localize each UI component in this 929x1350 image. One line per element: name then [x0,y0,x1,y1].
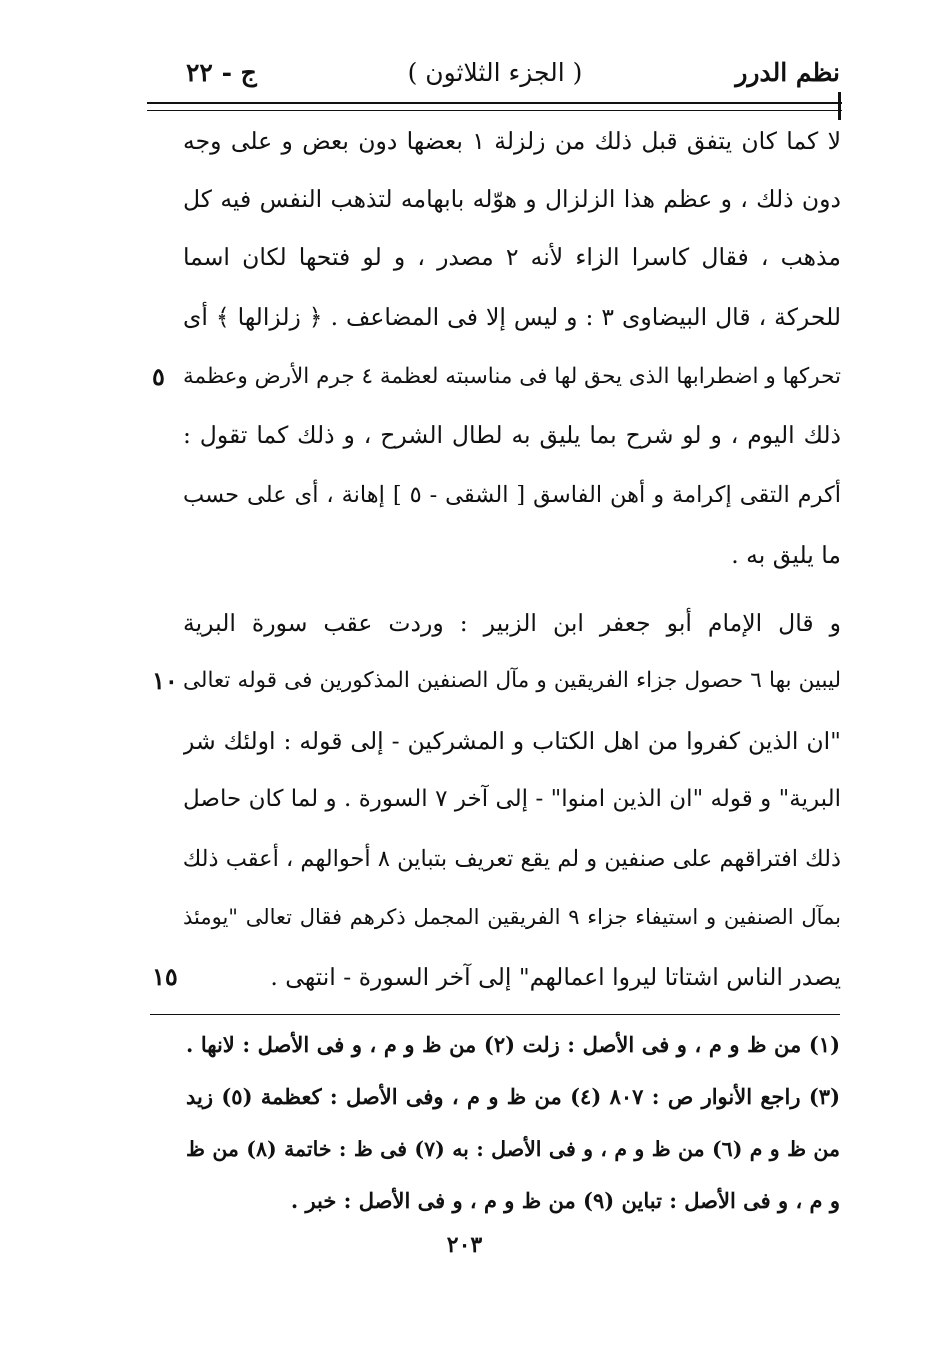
text-line: أكرم التقى إكرامة و أهن الفاسق [ الشقى - ٥ ] إهانة ، أى على حسب [183,482,841,508]
text-line: و قال الإمام أبو جعفر ابن الزبير : وردت عقب سورة البرية [183,609,841,637]
text-line: دون ذلك ، و عظم هذا الزلزال و هوّله بابهامه لتذهب النفس فيه كل [183,185,841,213]
line-number-15: ١٥ [152,962,178,991]
volume-number: ج - ٢٢ [186,58,257,87]
text-line: للحركة ، قال البيضاوى ٣ : و ليس إلا فى المضاعف . ﴿ زلزالها ﴾ أى [183,303,841,331]
text-line: بمآل الصنفين و استيفاء جزاء ٩ الفريقين المجمل ذكرهم فقال تعالى "يومئذ [183,905,841,929]
footnote-line: و م ، و فى الأصل : تباين (٩) من ظ و م ، و فى الأصل : خبر . [290,1188,840,1213]
text-line: ما يليق به . [731,541,841,569]
text-line: يصدر الناس اشتاتا ليروا اعمالهم" إلى آخر السورة - انتهى . [270,963,841,991]
footnote-line: (١) من ظ و م ، و فى الأصل : زلت (٢) من ظ و م ، و فى الأصل : لانها . [186,1032,840,1057]
text-line: ذلك افتراقهم على صنفين و لم يقع تعريف بتباين ٨ أحوالهم ، أعقب ذلك [183,846,841,872]
text-line: مذهب ، فقال كاسرا الزاء لأنه ٢ مصدر ، و لو فتحها لكان اسما [183,243,841,271]
text-line: "ان الذين كفروا من اهل الكتاب و المشركين - إلى قوله : اولئك شر [183,727,841,755]
part-title: ( الجزء الثلاثون ) [407,58,583,87]
book-title: نظم الدرر [735,58,840,87]
line-number-10: ١٠ [152,666,178,695]
footnote-separator [150,1014,840,1015]
text-line: ذلك اليوم ، و لو شرح بما يليق به لطال الشرح ، و ذلك كما تقول : [183,421,841,449]
line-number-5: ٥ [152,362,165,391]
footnote-line: (٣) راجع الأنوار ص : ٨٠٧ (٤) من ظ و م ، وفى الأصل : كعظمة (٥) زيد [186,1084,840,1109]
header-rule [147,102,842,111]
text-line: ليبين بها ٦ حصول جزاء الفريقين و مآل الصنفين المذكورين فى قوله تعالى [183,668,841,693]
page-number: ٢٠٣ [446,1232,483,1258]
text-line: تحركها و اضطرابها الذى يحق لها فى مناسبته لعظمة ٤ جرم الأرض وعظمة [183,364,841,389]
page-header [150,52,840,96]
text-line: البرية" و قوله "ان الذين امنوا" - إلى آخر ٧ السورة . و لما كان حاصل [183,786,841,812]
text-line: لا كما كان يتفق قبل ذلك من زلزلة ١ بعضها دون بعض و على وجه [183,127,841,155]
footnote-line: من ظ و م (٦) من ظ و م ، و فى الأصل : به (٧) فى ظ : خاتمة (٨) من ظ [186,1137,840,1161]
